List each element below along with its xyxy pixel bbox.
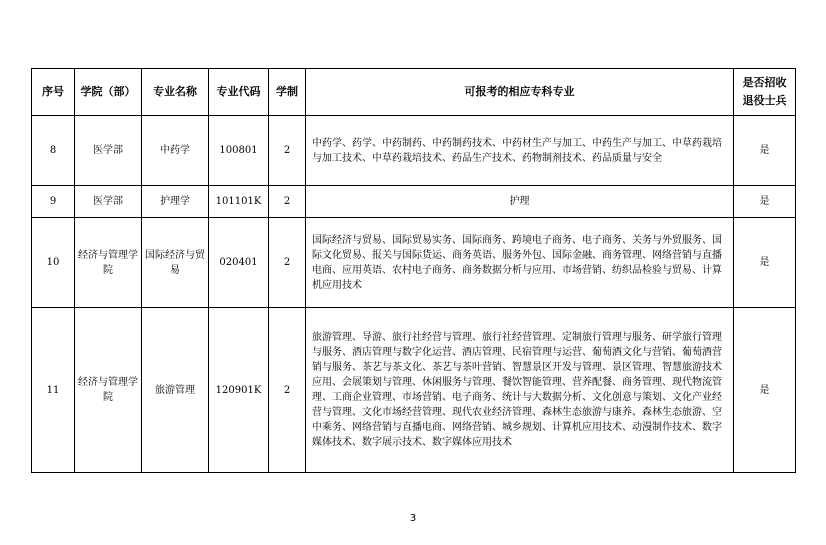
cell-duration: 2 (269, 218, 306, 308)
majors-table (31, 68, 796, 473)
header-college: 学院（部） (75, 69, 142, 116)
cell-college: 医学部 (75, 116, 142, 186)
table-row (32, 186, 796, 218)
cell-major-code: 120901K (209, 308, 269, 473)
cell-index: 11 (32, 308, 75, 473)
cell-duration: 2 (269, 116, 306, 186)
cell-eligible-majors: 国际经济与贸易、国际贸易实务、国际商务、跨境电子商务、电子商务、关务与外贸服务、国际文化贸易、报关与国际货运、商务英语、服务外包、国际金融、商务管理、网络营销与直播电商、应用英语、农村电子商务、商务数据分析与应用、市场营销、纺织品检验与贸易、计算机应用技术 (306, 218, 734, 308)
cell-eligible-majors: 中药学、药学、中药制药、中药制药技术、中药材生产与加工、中药生产与加工、中草药栽培与加工技术、中草药栽培技术、药品生产技术、药物制剂技术、药品质量与安全 (306, 116, 734, 186)
page-number: 3 (409, 513, 417, 524)
cell-eligible-majors: 护理 (306, 186, 734, 218)
cell-major-name: 旅游管理 (142, 308, 209, 473)
cell-duration: 2 (269, 186, 306, 218)
table-row (32, 116, 796, 186)
table-row (32, 308, 796, 473)
header-eligible-majors: 可报考的相应专科专业 (306, 69, 734, 116)
header-veteran-line2: 退役士兵 (742, 94, 787, 107)
table-row (32, 218, 796, 308)
header-major-code: 专业代码 (209, 69, 269, 116)
cell-major-code: 101101K (209, 186, 269, 218)
cell-index: 10 (32, 218, 75, 308)
cell-major-name: 护理学 (142, 186, 209, 218)
cell-index: 9 (32, 186, 75, 218)
header-duration: 学制 (269, 69, 306, 116)
header-veteran (734, 69, 796, 116)
cell-eligible-majors: 旅游管理、导游、旅行社经营与管理、旅行社经营管理、定制旅行管理与服务、研学旅行管理与服务、酒店管理与数字化运营、酒店管理、民宿管理与运营、葡萄酒文化与营销、葡萄酒营销与服务、茶艺与茶文化、茶艺与茶叶营销、智慧景区开发与管理、景区管理、智慧旅游技术应用、会展策划与管理、休闲服务与管理、餐饮智能管理、营养配餐、商务管理、现代物流管理、工商企业管理、市场营销、电子商务、统计与大数据分析、文化创意与策划、文化产业经营与管理、文化市场经营管理、现代农业经济管理、森林生态旅游与康养、森林生态旅游、空中乘务、网络营销与直播电商、网络营销、城乡规划、计算机应用技术、动漫制作技术、数字媒体技术、数字展示技术、数字媒体应用技术 (306, 308, 734, 473)
cell-veteran: 是 (734, 186, 796, 218)
cell-index: 8 (32, 116, 75, 186)
cell-college: 医学部 (75, 186, 142, 218)
cell-duration: 2 (269, 308, 306, 473)
cell-major-name: 国际经济与贸易 (142, 218, 209, 308)
cell-veteran: 是 (734, 116, 796, 186)
table-header-row (32, 69, 796, 116)
header-veteran-line1: 是否招收 (742, 76, 787, 89)
cell-veteran: 是 (734, 308, 796, 473)
cell-veteran: 是 (734, 218, 796, 308)
cell-college: 经济与管理学院 (75, 308, 142, 473)
cell-major-code: 100801 (209, 116, 269, 186)
header-major-name: 专业名称 (142, 69, 209, 116)
cell-college: 经济与管理学院 (75, 218, 142, 308)
header-index: 序号 (32, 69, 75, 116)
cell-major-name: 中药学 (142, 116, 209, 186)
cell-major-code: 020401 (209, 218, 269, 308)
